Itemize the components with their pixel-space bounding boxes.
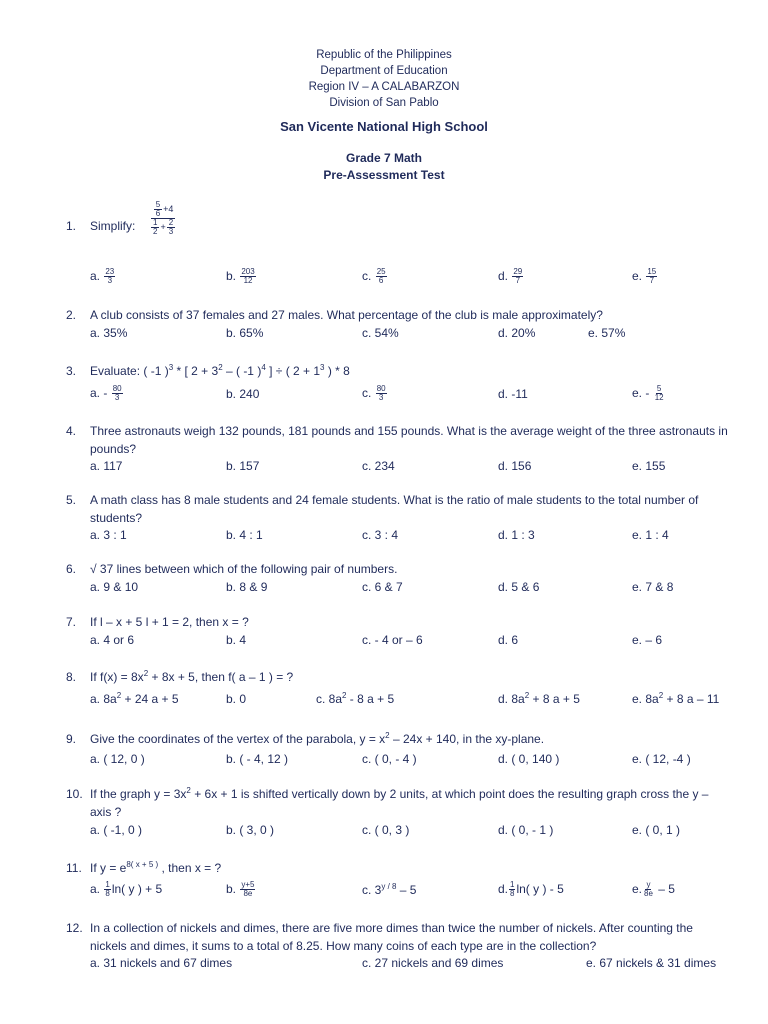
expr-bot-den2: 3 [168, 227, 174, 236]
question-text: Simplify: [90, 219, 136, 233]
question-text: Three astronauts weigh 132 pounds, 181 pounds and 155 pounds. What is the average weight of the three astronauts in pounds? [90, 424, 728, 456]
option-a: a. 31 nickels and 67 dimes [90, 956, 233, 970]
option-c: c. 6 & 7 [362, 580, 403, 594]
header-line-3: Region IV – A CALABARZON [308, 81, 460, 93]
option-e: e. 57% [588, 326, 626, 340]
question-text: A math class has 8 male students and 24 female students. What is the ratio of male students to the total number of students? [90, 493, 699, 525]
option-a: a. 117 [90, 459, 123, 473]
school-name: San Vicente National High School [280, 119, 488, 134]
option-c: c. 234 [362, 459, 395, 473]
option-b: b. 4 : 1 [226, 528, 263, 542]
option-c: c. $8a^2 - 8$ a + 5 [316, 691, 395, 706]
option-d: d. $8a^2 + 8$ a + 5 [498, 691, 580, 706]
option-e: e. – 6 [632, 633, 663, 647]
option-e: e. 155 [632, 459, 666, 473]
option-c: c. $\frac{25}{6}$ [362, 267, 386, 286]
question-number: 10. [66, 787, 83, 801]
question-number: 8. [66, 670, 77, 684]
option-a: a. 9 & 10 [90, 580, 139, 594]
option-a: a. 35% [90, 326, 128, 340]
option-a: a. ( 12, 0 ) [90, 752, 145, 766]
option-c: c. $\frac{80}{3}$ [362, 384, 386, 403]
option-b: b. 157 [226, 459, 260, 473]
option-a: a. ( -1, 0 ) [90, 823, 143, 837]
option-a: a. 3 : 1 [90, 528, 127, 542]
expr-top-numerator: 5 [155, 200, 161, 209]
question-text: In a collection of nickels and dimes, there are five more dimes than twice the number of nickels. After counting the nickels and dimes, it sums to a total of 8.25. How many coins of each type are in the collection? [90, 921, 693, 953]
option-a: a. 4 or 6 [90, 633, 135, 647]
option-a: a. - $\frac{80}{3}$ [90, 384, 122, 403]
question-text: If $f(x) = 8x^2 + 8x + 5$, then f( a – 1 ) = ? [90, 669, 294, 684]
question-text: If $y = e^{8( x + 5 )}$ , then x = ? [90, 860, 222, 875]
option-b: b. 4 [226, 633, 247, 647]
option-c: c. 3 : 4 [362, 528, 399, 542]
option-b: b. $\frac{203}{12}$ [226, 267, 255, 286]
option-e: e. 7 & 8 [632, 580, 674, 594]
option-b: b. 65% [226, 326, 264, 340]
expr-bot-num2: 2 [168, 218, 174, 227]
option-d: d. 156 [498, 459, 532, 473]
expr-top-denominator: 6 [155, 209, 161, 218]
expr-bot-den1: 2 [153, 227, 158, 236]
option-d: d. 1 : 3 [498, 528, 535, 542]
option-d: d. -11 [498, 387, 528, 401]
question-number: 7. [66, 615, 77, 629]
option-d: d. $\frac{29}{7}$ [498, 267, 523, 286]
option-e: e. $\frac{y}{8e}$ – 5 [632, 880, 675, 899]
option-a: a. $8a^2 + 24$ a + 5 [90, 691, 179, 706]
question-text: Evaluate: ( -1 )$^3$ * [ $2 + 3^2$ – ( -1 )$^4$ ] ÷ ( $2 + 1^3$ ) * 8 [90, 363, 350, 378]
option-d: d. $\frac{1}{8}$ ln( y ) - 5 [498, 880, 564, 899]
option-e: e. $\frac{15}{7}$ [632, 267, 657, 286]
question-text: If the graph $y = 3x^2 + 6x + 1$ is shifted vertically down by 2 units, at which point does the resulting graph cross the y – axis ? [90, 786, 709, 819]
option-c: c. 27 nickels and 69 dimes [362, 956, 504, 970]
simplify-expression [150, 201, 176, 236]
option-e: e. ( 0, 1 ) [632, 823, 681, 837]
option-c: c. ( 0, 3 ) [362, 823, 410, 837]
test-title: Pre-Assessment Test [323, 168, 445, 182]
question-text: A club consists of 37 females and 27 males. What percentage of the club is male approximately? [90, 308, 603, 322]
option-e: e. - $\frac{5}{12}$ [632, 384, 664, 403]
option-b: b. ( 3, 0 ) [226, 823, 275, 837]
question-number: 4. [66, 424, 77, 438]
option-e: e. $8a^2 + 8$ a – 11 [632, 691, 720, 706]
document-header [0, 47, 768, 111]
option-e: e. 1 : 4 [632, 528, 669, 542]
option-e: e. ( 12, -4 ) [632, 752, 691, 766]
option-a: a. $\frac{23}{3}$ [90, 267, 115, 286]
question-number: 9. [66, 732, 77, 746]
expr-bot-plus: + [160, 221, 166, 232]
question-number: 12. [66, 921, 83, 935]
question-number: 3. [66, 364, 77, 378]
option-d: d. 20% [498, 326, 536, 340]
option-c: c. $3^{y / 8} - 5$ [362, 882, 417, 897]
option-d: d. ( 0, 140 ) [498, 752, 560, 766]
question-number: 1. [66, 219, 77, 233]
option-b: b. $\frac{y+5}{8e}$ [226, 880, 255, 899]
option-d: d. ( 0, - 1 ) [498, 823, 554, 837]
question-number: 11. [66, 861, 82, 875]
header-line-4: Division of San Pablo [329, 97, 439, 109]
option-b: b. 240 [226, 387, 260, 401]
header-line-2: Department of Education [320, 65, 448, 77]
header-line-1: Republic of the Philippines [316, 49, 452, 61]
expr-top-plus4: +4 [163, 203, 174, 214]
option-a: a. $\frac{1}{8}$ ln( y ) + 5 [90, 880, 163, 899]
option-c: c. - 4 or – 6 [362, 633, 423, 647]
option-b: b. 0 [226, 692, 247, 706]
option-b: b. 8 & 9 [226, 580, 268, 594]
expr-bot-num1: 1 [153, 218, 158, 227]
option-c: c. 54% [362, 326, 399, 340]
question-number: 5. [66, 493, 77, 507]
question-text: √ 37 lines between which of the following pair of numbers. [90, 562, 398, 576]
option-e: e. 67 nickels & 31 dimes [586, 956, 717, 970]
question-number: 2. [66, 308, 77, 322]
test-subject: Grade 7 Math [345, 151, 423, 165]
option-c: c. ( 0, - 4 ) [362, 752, 417, 766]
option-d: d. 6 [498, 633, 519, 647]
option-b: b. ( - 4, 12 ) [226, 752, 289, 766]
option-d: d. 5 & 6 [498, 580, 540, 594]
question-number: 6. [66, 562, 77, 576]
question-text: Give the coordinates of the vertex of the parabola, $y = x^2 - 24x + 140$, in the xy-plane. [90, 731, 545, 746]
question-text: If l – x + 5 l + 1 = 2, then x = ? [90, 615, 249, 629]
